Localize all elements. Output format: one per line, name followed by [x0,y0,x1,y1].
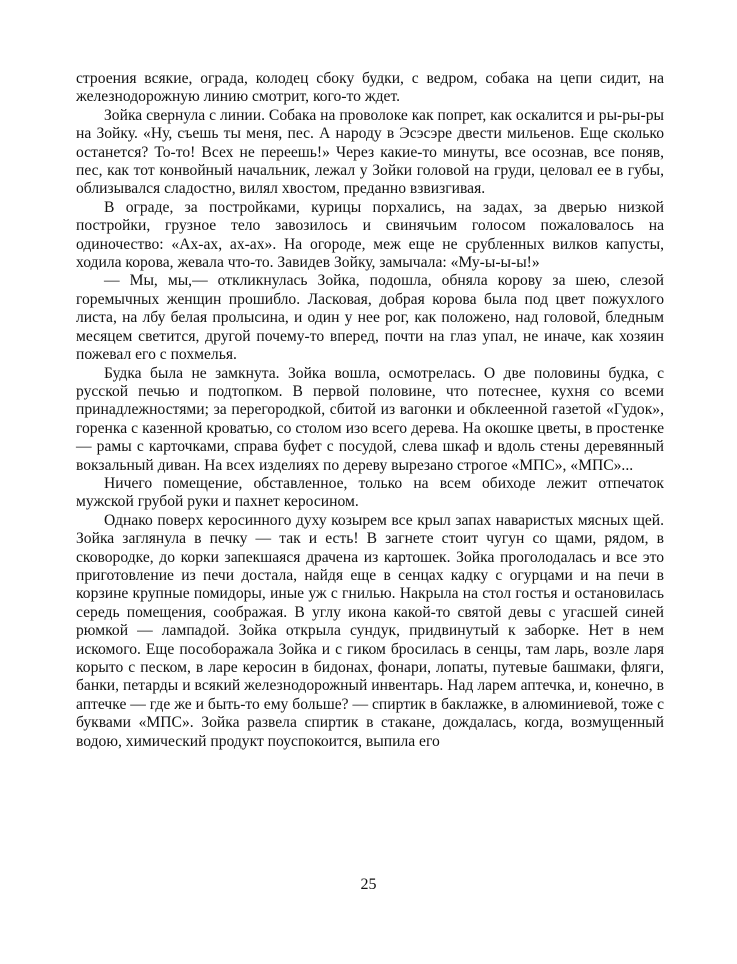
paragraph: — Мы, мы,— откликнулась Зойка, подошла, обняла корову за шею, слезой горемычных женщин прошибло. Ласковая, добрая корова была под цвет пожухлого листа, на лбу белая пролысина, и один у нее рог, как положено, над головой, бледным месяцем светится, другой почему-то вперед, почти на глаз упал, не иначе, как хозяин пожевал его с похмелья. [76,272,664,364]
page-text [76,70,664,751]
paragraph: Ничего помещение, обставленное, только на всем обиходе лежит отпечаток мужской грубой руки и пахнет керосином. [76,474,664,511]
paragraph: В ограде, за постройками, курицы порхались, на задах, за дверью низкой постройки, грузное тело завозилось и свинячьим голосом пожаловалось на одиночество: «Ах-ах, ах-ах». На огороде, меж еще не срубленных вилков капусты, ходила корова, жевала что-то. Завидев Зойку, замычала: «Му-ы-ы-ы!» [76,198,664,272]
paragraph: Однако поверх керосинного духу козырем все крыл запах наваристых мясных щей. Зойка заглянула в печку — так и есть! В загнете стоит чугун со щами, рядом, в сковородке, до корки запекшаяся драчена из картошек. Зойка проголодалась и все это приготовление из печи достала, найдя еще в сенцах кадку с огурцами и на печи в корзине крупные помидоры, иные уж с гнилью. Накрыла на стол гостья и остановилась середь помещения, соображая. В углу икона какой-то святой девы с угасшей синей рюмкой — лампадой. Зойка открыла сундук, придвинутый к заборке. Нет в нем искомого. Еще пособоражала Зойка и с гиком бросилась в сенцы, там ларь, возле ларя корыто с песком, в ларе керосин в бидонах, фонари, лопаты, путевые башмаки, фляги, банки, петарды и всякий железнодорожный инвентарь. Над ларем аптечка, и, конечно, в аптечке — где же и быть-то ему больше? — спиртик в баклажке, в алюминиевой, тоже с буквами «МПС». Зойка развела спиртик в стакане, дождалась, когда, возмущенный водою, химический продукт поуспокоится, выпила его [76,511,664,750]
paragraph: строения всякие, ограда, колодец сбоку будки, с ведром, собака на цепи сидит, на железнодорожную линию смотрит, кого-то ждет. [76,70,664,106]
page-number: 25 [360,876,377,893]
paragraph: Зойка свернула с линии. Собака на проволоке как попрет, как оскалится и ры-ры-ры на Зойку. «Ну, съешь ты меня, пес. А народу в Эсэсэре двести мильенов. Еще сколько останется? То-то! Всех не переешь!» Через какие-то минуты, все осознав, все поняв, пес, как тот конвойный начальник, лежал у Зойки головой на груди, целовал ее в губы, облизывался сладостно, вилял хвостом, преданно взвизгивая. [76,106,664,198]
paragraph: Будка была не замкнута. Зойка вошла, осмотрелась. О две половины будка, с русской печью и подтопком. В первой половине, что потеснее, кухня со всеми принадлежностями; за перегородкой, сбитой из вагонки и обклеенной газетой «Гудок», горенка с казенной кроватью, со столом изо всего дерева. На окошке цветы, в простенке — рамы с карточками, справа буфет с посудой, слева шкаф и вдоль стены деревянный вокзальный диван. На всех изделиях по дереву вырезано строгое «МПС», «МПС»... [76,364,664,474]
